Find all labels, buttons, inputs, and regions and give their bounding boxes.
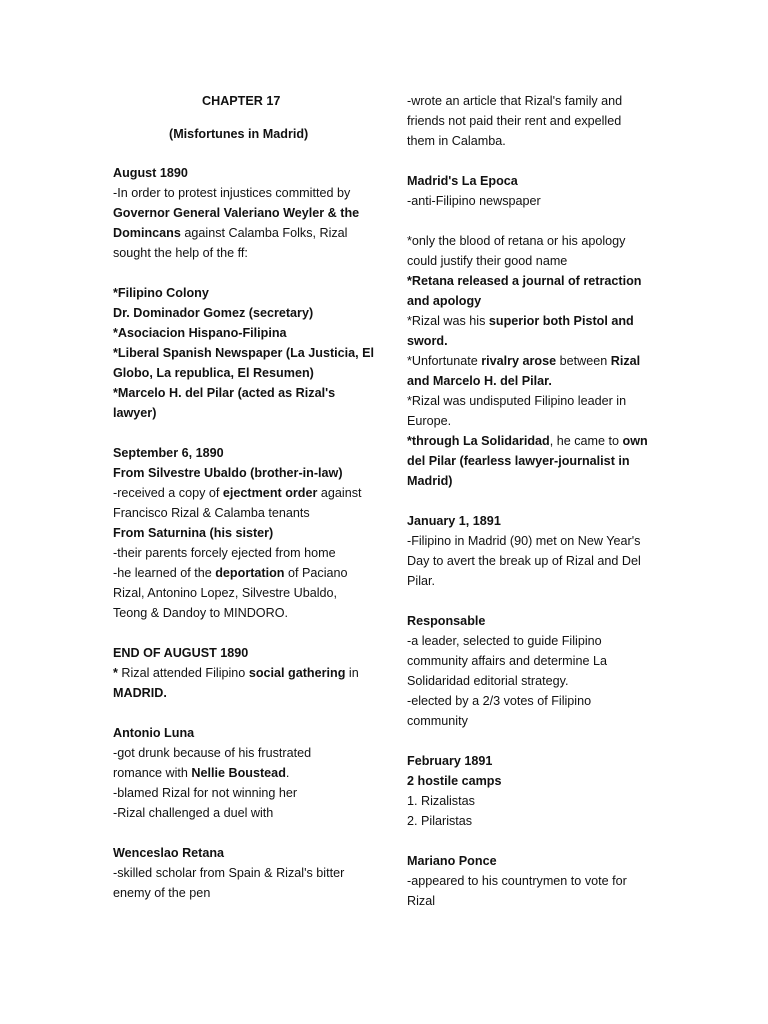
text-line: sought the help of the ff: [113,246,248,260]
sub-heading: From Saturnina (his sister) [113,526,274,540]
list-item: Dr. Dominador Gomez (secretary) [113,306,314,320]
bold-text: MADRID. [113,686,167,700]
list-item: *Filipino Colony [113,286,209,300]
text-line: Solidaridad editorial strategy. [407,674,569,688]
text-line: Day to avert the break up of Rizal and Del [407,554,641,568]
text-line: -their parents forcely ejected from home [113,546,336,560]
text-line: -a leader, selected to guide Filipino [407,634,602,648]
text-line: Francisco Rizal & Calamba tenants [113,506,310,520]
section-mariano-ponce [407,851,652,911]
text-line: could justify their good name [407,254,568,268]
bold-text: and apology [407,294,482,308]
text-line: -received a copy of ejectment order against [113,486,362,500]
section-heading: END OF AUGUST 1890 [113,646,249,660]
text-line: -appeared to his countrymen to vote for [407,874,627,888]
text-line: *Rizal was his superior both Pistol and [407,314,634,328]
section-heading: Mariano Ponce [407,854,497,868]
text-line: -got drunk because of his frustrated [113,746,312,760]
section-heading: Wenceslao Retana [113,846,225,860]
text-line: them in Calamba. [407,134,506,148]
left-column [113,91,375,903]
text-line: -Filipino in Madrid (90) met on New Year's [407,534,641,548]
text-line: *only the blood of retana or his apology [407,234,626,248]
section-heading: Responsable [407,614,486,628]
text-line: Domincans against Calamba Folks, Rizal [113,226,348,240]
text-line: -Rizal challenged a duel with [113,806,274,820]
chapter-subtitle: (Misfortunes in Madrid) [169,127,309,141]
text-line: *through La Solidaridad, he came to own [407,434,648,448]
text-line: -blamed Rizal for not winning her [113,786,298,800]
right-column [407,91,652,911]
section-wenceslao-retana [113,843,358,903]
section-august-1890 [113,163,358,263]
bold-text: sword. [407,334,448,348]
list-item: lawyer) [113,406,157,420]
section-heading: Antonio Luna [113,726,195,740]
section-end-of-august [113,643,358,703]
sub-heading: 2 hostile camps [407,774,502,788]
section-apology [407,231,652,491]
list-item: 1. Rizalistas [407,794,475,808]
bold-text: del Pilar (fearless lawyer-journalist in [407,454,630,468]
section-heading: August 1890 [113,166,188,180]
help-list [113,283,375,423]
list-item: *Liberal Spanish Newspaper (La Justicia, El [113,346,375,360]
chapter-title: CHAPTER 17 [202,94,281,108]
bold-text: *Retana released a journal of retraction [407,274,642,288]
section-heading: February 1891 [407,754,493,768]
section-heading: Madrid's La Epoca [407,174,518,188]
text-line: friends not paid their rent and expelled [407,114,622,128]
text-line: -skilled scholar from Spain & Rizal's bitter [113,866,345,880]
section-la-epoca [407,171,652,211]
list-item: *Marcelo H. del Pilar (acted as Rizal's [113,386,336,400]
section-heading: September 6, 1890 [113,446,224,460]
list-item: 2. Pilaristas [407,814,473,828]
text-line: *Unfortunate rivalry arose between Rizal [407,354,641,368]
section-february-1891 [407,751,652,831]
text-line: -In order to protest injustices committed by [113,186,351,200]
text-line: -anti-Filipino newspaper [407,194,541,208]
text-line: romance with Nellie Boustead. [113,766,290,780]
text-line: Europe. [407,414,452,428]
section-january-1891 [407,511,652,591]
text-line: Rizal [407,894,435,908]
text-line: -elected by a 2/3 votes of Filipino [407,694,592,708]
text-line: *Rizal was undisputed Filipino leader in [407,394,627,408]
text-line: enemy of the pen [113,886,211,900]
list-item: *Asociacion Hispano-Filipina [113,326,287,340]
text-line: * Rizal attended Filipino social gathering in [113,666,359,680]
section-antonio-luna [113,723,358,823]
text-line: Pilar. [407,574,435,588]
section-responsable [407,611,652,731]
text-line: community affairs and determine La [407,654,607,668]
text-line: community [407,714,468,728]
text-line: -wrote an article that Rizal's family and [407,94,623,108]
sub-heading: From Silvestre Ubaldo (brother-in-law) [113,466,343,480]
text-line: Rizal, Antonino Lopez, Silvestre Ubaldo, [113,586,338,600]
section-article [407,91,652,151]
bold-text: Madrid) [407,474,453,488]
text-line: Teong & Dandoy to MINDORO. [113,606,288,620]
list-item: Globo, La republica, El Resumen) [113,366,314,380]
section-september-1890 [113,443,362,623]
section-heading: January 1, 1891 [407,514,501,528]
bold-text: and Marcelo H. del Pilar. [407,374,552,388]
text-line: -he learned of the deportation of Paciano [113,566,348,580]
bold-text: Governor General Valeriano Weyler & the [113,206,360,220]
